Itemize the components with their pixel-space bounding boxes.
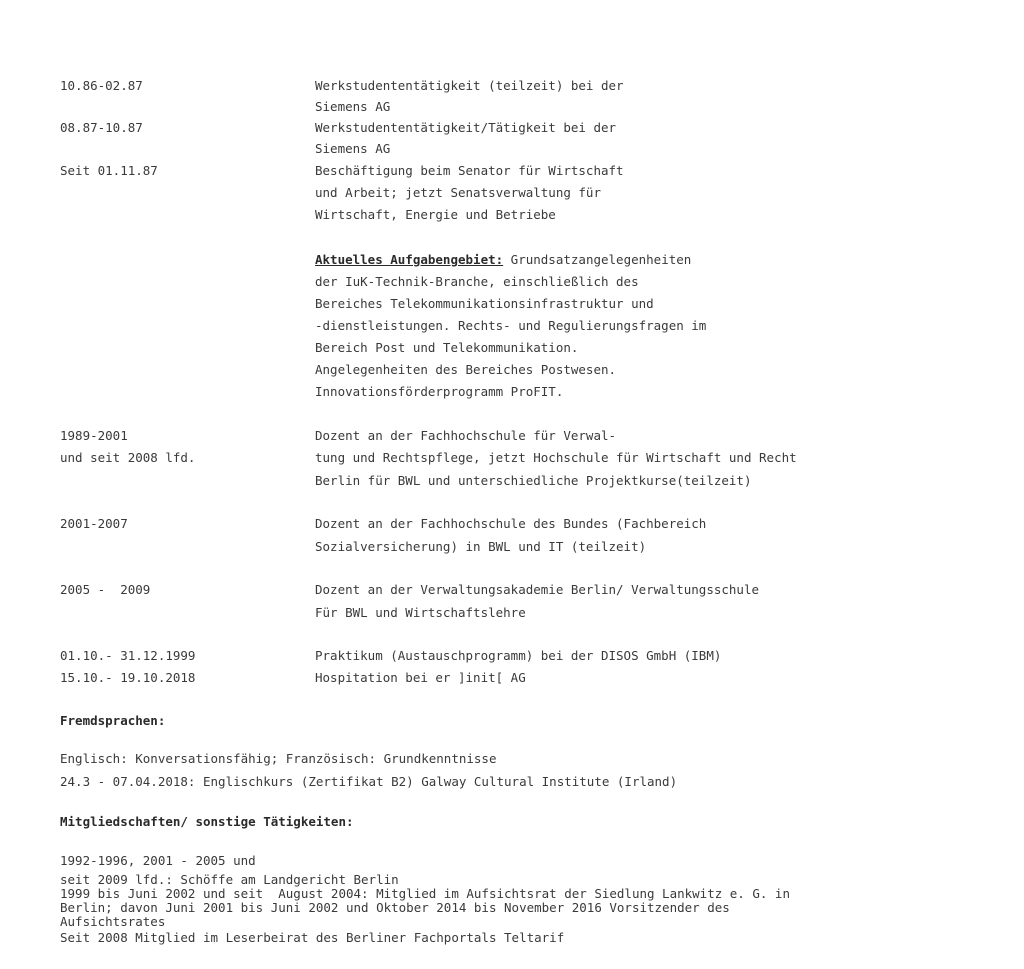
entry-text: Dozent an der Fachhochschule des Bundes (Fachbereich bbox=[315, 516, 707, 531]
aufgaben-text: der IuK-Technik-Branche, einschließlich des bbox=[315, 274, 639, 289]
entry-date: und seit 2008 lfd. bbox=[60, 450, 196, 465]
entry-text: Für BWL und Wirtschaftslehre bbox=[315, 605, 526, 620]
entry-date: 15.10.- 19.10.2018 bbox=[60, 670, 196, 685]
entry-text: Hospitation bei er ]init[ AG bbox=[315, 670, 526, 685]
entry-text: tung und Rechtspflege, jetzt Hochschule für Wirtschaft und Recht bbox=[315, 450, 797, 465]
aufgaben-text: Angelegenheiten des Bereiches Postwesen. bbox=[315, 362, 617, 377]
sprachen-text: 24.3 - 07.04.2018: Englischkurs (Zertifikat B2) Galway Cultural Institute (Irland) bbox=[60, 774, 678, 789]
section-heading: Fremdsprachen: bbox=[60, 713, 166, 728]
aufgaben-text: -dienstleistungen. Rechts- und Regulierungsfragen im bbox=[315, 318, 707, 333]
mitglied-text: seit 2009 lfd.: Schöffe am Landgericht Berlin bbox=[60, 872, 399, 887]
mitglied-text: Seit 2008 Mitglied im Leserbeirat des Berliner Fachportals Teltarif bbox=[60, 930, 565, 945]
entry-text: Beschäftigung beim Senator für Wirtschaft bbox=[315, 163, 624, 178]
entry-date: 10.86-02.87 bbox=[60, 78, 143, 93]
aufgaben-text: Bereiches Telekommunikationsinfrastruktur und bbox=[315, 296, 654, 311]
entry-date: 1989-2001 bbox=[60, 428, 128, 443]
aufgaben-text: Bereich Post und Telekommunikation. bbox=[315, 340, 579, 355]
entry-text: Werkstudententätigkeit (teilzeit) bei der bbox=[315, 78, 624, 93]
aufgaben-text: Grundsatzangelegenheiten bbox=[503, 252, 692, 267]
entry-date: 2005 - 2009 bbox=[60, 582, 151, 597]
entry-date: 08.87-10.87 bbox=[60, 120, 143, 135]
entry-date: Seit 01.11.87 bbox=[60, 163, 158, 178]
aufgaben-text: Innovationsförderprogramm ProFIT. bbox=[315, 384, 564, 399]
sprachen-text: Englisch: Konversationsfähig; Französisch: Grundkenntnisse bbox=[60, 751, 497, 766]
entry-text: Praktikum (Austauschprogramm) bei der DISOS GmbH (IBM) bbox=[315, 648, 722, 663]
entry-text: und Arbeit; jetzt Senatsverwaltung für bbox=[315, 185, 601, 200]
entry-text: Siemens AG bbox=[315, 99, 391, 114]
entry-text: Wirtschaft, Energie und Betriebe bbox=[315, 207, 556, 222]
entry-text: Sozialversicherung) in BWL und IT (teilzeit) bbox=[315, 539, 647, 554]
aufgaben-heading: Aktuelles Aufgabengebiet: bbox=[315, 252, 504, 267]
section-heading: Mitgliedschaften/ sonstige Tätigkeiten: bbox=[60, 814, 354, 829]
entry-text: Siemens AG bbox=[315, 141, 391, 156]
aufgaben-first-line bbox=[315, 252, 691, 268]
mitglied-text: 1999 bis Juni 2002 und seit August 2004: Mitglied im Aufsichtsrat der Siedlung Lankwitz e. G. in bbox=[60, 886, 790, 901]
entry-text: Berlin für BWL und unterschiedliche Projektkurse(teilzeit) bbox=[315, 473, 752, 488]
entry-text: Dozent an der Verwaltungsakademie Berlin/ Verwaltungsschule bbox=[315, 582, 760, 597]
entry-text: Dozent an der Fachhochschule für Verwal- bbox=[315, 428, 617, 443]
mitglied-text: 1992-1996, 2001 - 2005 und bbox=[60, 853, 256, 868]
mitglied-text: Berlin; davon Juni 2001 bis Juni 2002 und Oktober 2014 bis November 2016 Vorsitzender des bbox=[60, 900, 730, 915]
entry-date: 2001-2007 bbox=[60, 516, 128, 531]
entry-date: 01.10.- 31.12.1999 bbox=[60, 648, 196, 663]
entry-text: Werkstudententätigkeit/Tätigkeit bei der bbox=[315, 120, 617, 135]
mitglied-text: Aufsichtsrates bbox=[60, 914, 166, 929]
